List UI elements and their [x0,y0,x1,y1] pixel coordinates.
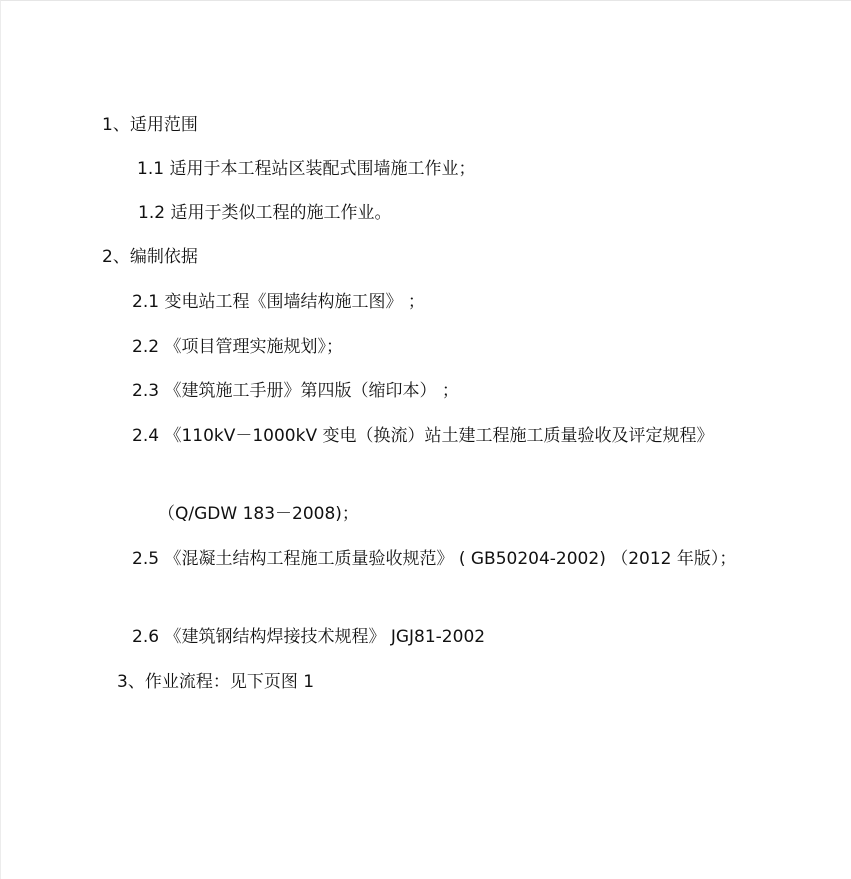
item-2-2: 2.2 《项目管理实施规划》； [132,337,343,357]
section-2-heading: 2、编制依据 [102,247,198,267]
item-2-6: 2.6 《建筑钢结构焊接技术规程》 JGJ81-2002 [132,627,486,647]
section-3-heading: 3、作业流程：见下页图 1 [117,672,315,692]
item-2-1: 2.1 变电站工程《围墙结构施工图》 ； [132,292,425,312]
section-1-heading: 1、适用范围 [102,115,198,135]
item-2-3: 2.3 《建筑施工手册》第四版（缩印本） ； [132,381,459,401]
item-2-4: 2.4 《110kV－1000kV 变电（换流）站土建工程施工质量验收及评定规程》 [132,426,714,446]
item-2-5: 2.5 《混凝土结构工程施工质量验收规范》 ( GB50204-2002) （2012 年版）； [132,549,737,569]
item-1-2: 1.2 适用于类似工程的施工作业。 [138,203,392,223]
item-2-4-continuation: （Q/GDW 183－2008)； [158,504,359,524]
item-1-1: 1.1 适用于本工程站区装配式围墙施工作业； [137,159,476,179]
